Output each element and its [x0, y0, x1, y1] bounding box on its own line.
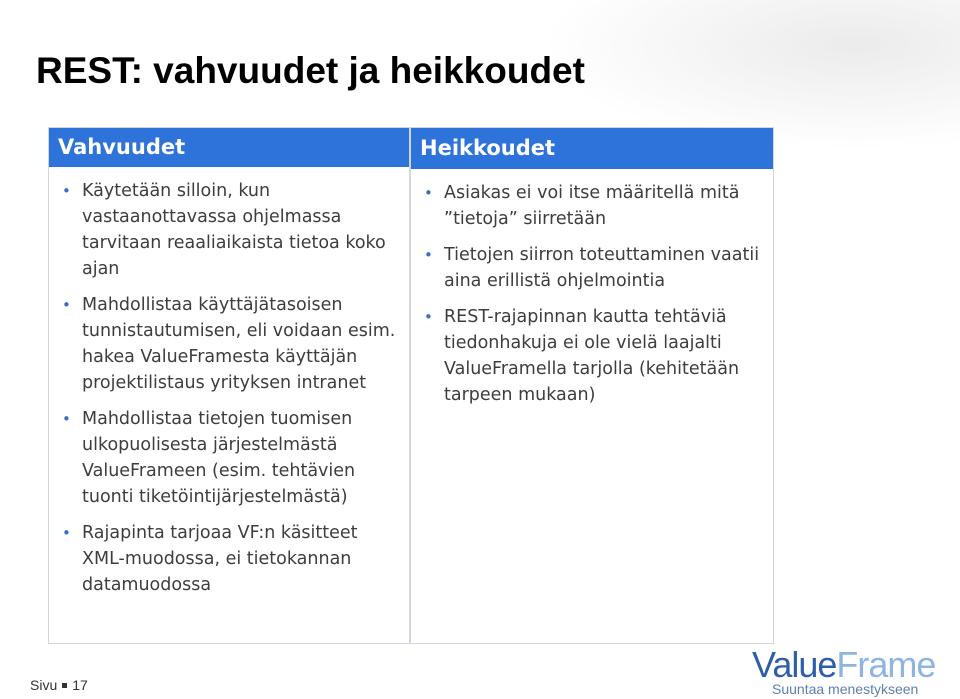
list-item [423, 304, 765, 408]
bullet-icon: • [424, 308, 433, 326]
list-item [61, 406, 401, 510]
bullet-icon: • [62, 524, 71, 542]
page-number-footer [30, 677, 88, 693]
bullet-icon: • [62, 296, 71, 314]
list-item [423, 242, 765, 294]
list-item-text: Asiakas ei voi itse määritellä mitä ”tietoja” siirretään [444, 183, 740, 229]
page-label: Sivu [30, 677, 58, 693]
logo-tagline: Suuntaa menestykseen [772, 681, 919, 697]
list-item [61, 520, 401, 598]
weaknesses-column [410, 127, 774, 644]
bullet-icon: • [424, 184, 433, 202]
list-item-text: Käytetään silloin, kun vastaanottavassa ohjelmassa tarvitaan reaaliaikaista tietoa koko ajan [82, 181, 386, 279]
weaknesses-list [411, 169, 773, 408]
list-item-text: Mahdollistaa käyttäjätasoisen tunnistautumisen, eli voidaan esim. hakea ValueFramesta käyttäjän projektilistaus yrityksen intranet [82, 295, 396, 393]
strengths-list [49, 167, 409, 598]
square-separator-icon [62, 683, 67, 688]
list-item-text: Rajapinta tarjoaa VF:n käsitteet XML-muodossa, ei tietokannan datamuodossa [82, 523, 358, 595]
bullet-icon: • [424, 246, 433, 264]
list-item-text: Tietojen siirron toteuttaminen vaatii aina erillistä ohjelmointia [444, 245, 760, 291]
strengths-header: Vahvuudet [49, 128, 409, 167]
bullet-icon: • [62, 410, 71, 428]
bullet-icon: • [62, 182, 71, 200]
list-item [423, 180, 765, 232]
slide-title: REST: vahvuudet ja heikkoudet [36, 50, 585, 91]
valueframe-logo [752, 645, 942, 699]
list-item-text: REST-rajapinnan kautta tehtäviä tiedonhakuja ei ole vielä laajalti ValueFramella tarjolla (kehitetään tarpeen mukaan) [444, 307, 740, 405]
strengths-column [48, 127, 410, 644]
weaknesses-header: Heikkoudet [411, 128, 773, 169]
list-item [61, 292, 401, 396]
logo-wordmark: ValueFrame [752, 644, 936, 685]
page-number: 17 [72, 677, 88, 693]
list-item-text: Mahdollistaa tietojen tuomisen ulkopuolisesta järjestelmästä ValueFrameen (esim. tehtävien tuonti tiketöintijärjestelmästä) [82, 409, 356, 507]
list-item [61, 178, 401, 282]
